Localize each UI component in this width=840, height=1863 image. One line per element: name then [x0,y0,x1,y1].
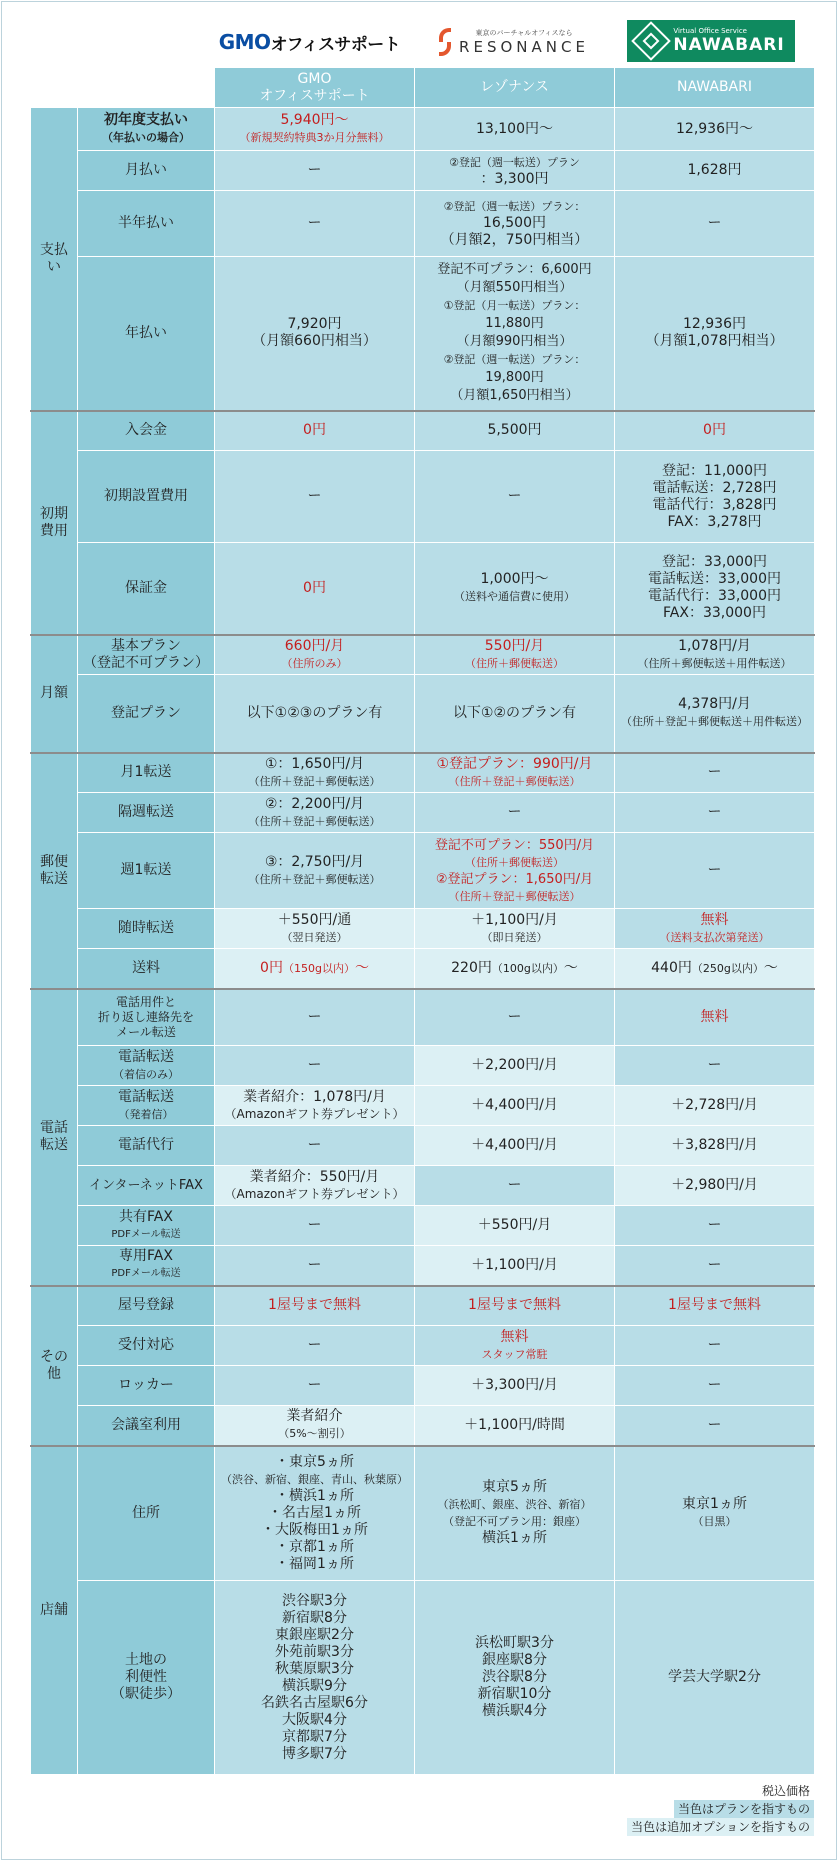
cell-res: ＋550円/月 [415,1206,615,1246]
cell-res: ＋4,400円/月 [415,1086,615,1126]
table-row [31,1581,815,1775]
cell-gmo: 業者紹介：550円/月 （Amazonギフト券プレゼント） [215,1166,415,1206]
cell-gmo: 業者紹介 （5%～割引） [215,1406,415,1446]
cell-gmo: 1屋号まで無料 [215,1286,415,1326]
cell-gmo: 7,920円 （月額660円相当） [215,257,415,411]
row-label: 送料 [78,949,215,989]
cell-nawa: ー [615,793,815,833]
row-label: 共有FAX PDFメール転送 [78,1206,215,1246]
cell-nawa: ＋2,728円/月 [615,1086,815,1126]
tax-note: 税込価格 [761,1784,810,1798]
cell-res: ー [415,451,615,543]
table-row [31,411,815,451]
cell-nawa: 登記：11,000円 電話転送：2,728円 電話代行：3,828円 FAX：3,278円 [615,451,815,543]
nawabari-logo-subtitle: Virtual Office Service [673,27,747,35]
cell-res: ②登記（週一転送）プラン： 16,500円 （月額2，750円相当） [415,191,615,257]
header-blank [31,68,215,108]
cell-res: ＋1,100円/月 （即日発送） [415,909,615,949]
row-label: 初年度支払い （年払いの場合） [78,108,215,151]
cell-gmo: ー [215,1126,415,1166]
row-label: インターネットFAX [78,1166,215,1206]
row-label: ロッカー [78,1366,215,1406]
table-row [31,833,815,909]
row-label: 会議室利用 [78,1406,215,1446]
cell-gmo: ー [215,1366,415,1406]
cell-res: 220円（100g以内）～ [415,949,615,989]
cell-nawa: 無料 （送料支払次第発送） [615,909,815,949]
row-label: 週1転送 [78,833,215,909]
category-monthly: 月額 [31,635,78,753]
cell-res: 1屋号まで無料 [415,1286,615,1326]
table-row [31,191,815,257]
cell-nawa: ー [615,1046,815,1086]
cell-nawa: 1,078円/月 （住所＋郵便転送＋用件転送） [615,635,815,675]
cell-gmo: ー [215,1246,415,1286]
resonance-logo-icon [437,26,453,58]
cell-nawa: 0円 [615,411,815,451]
category-mail: 郵便 転送 [31,753,78,989]
cell-res: 以下①②のプラン有 [415,675,615,753]
table-row [31,1286,815,1326]
row-label: 月払い [78,151,215,191]
header-gmo: GMO オフィスサポート [215,68,415,108]
resonance-logo-text: RESONANCE [459,38,589,56]
row-label: 電話用件と 折り返し連絡先を メール転送 [78,989,215,1046]
cell-nawa: ー [615,1366,815,1406]
table-row [31,543,815,635]
cell-res: 1,000円～ （送料や通信費に使用） [415,543,615,635]
cell-gmo: 業者紹介：1,078円/月 （Amazonギフト券プレゼント） [215,1086,415,1126]
row-label: 電話代行 [78,1126,215,1166]
cell-nawa: 1,628円 [615,151,815,191]
table-row [31,1206,815,1246]
cell-nawa: 東京1ヵ所 （目黒） [615,1446,815,1581]
header-nawabari: NAWABARI [615,68,815,108]
cell-nawa: ー [615,1326,815,1366]
category-initial: 初期 費用 [31,411,78,635]
row-label: 入会金 [78,411,215,451]
table-row [31,1406,815,1446]
table-row [31,1246,815,1286]
table-row [31,675,815,753]
cell-nawa: ー [615,753,815,793]
category-store: 店舗 [31,1446,78,1775]
table-row [31,909,815,949]
cell-nawa: 無料 [615,989,815,1046]
cell-nawa: ＋3,828円/月 [615,1126,815,1166]
cell-nawa: 12,936円 （月額1,078円相当） [615,257,815,411]
cell-gmo: ①：1,650円/月 （住所＋登記＋郵便転送） [215,753,415,793]
cell-nawa: 学芸大学駅2分 [615,1581,815,1775]
cell-res: ②登記（週一転送）プラン ：3,300円 [415,151,615,191]
table-row [31,949,815,989]
table-row [31,1326,815,1366]
cell-res: ＋1,100円/時間 [415,1406,615,1446]
gmo-logo-text: オフィスサポート [270,34,401,55]
cell-gmo: ・東京5ヵ所 （渋谷、新宿、銀座、青山、秋葉原） ・横浜1ヵ所 ・名古屋1ヵ所 ・大阪梅田1ヵ所 ・京都1ヵ所 ・福岡1ヵ所 [215,1446,415,1581]
cell-nawa: ー [615,1406,815,1446]
cell-gmo: ー [215,1046,415,1086]
cell-gmo: 5,940円～ （新規契約特典3か月分無料） [215,108,415,151]
cell-nawa: 登記：33,000円 電話転送：33,000円 電話代行：33,000円 FAX：33,000円 [615,543,815,635]
row-label: 月1転送 [78,753,215,793]
cell-gmo: ③：2,750円/月 （住所＋登記＋郵便転送） [215,833,415,909]
cell-res: ①登記プラン：990円/月 （住所＋登記＋郵便転送） [415,753,615,793]
cell-res: ＋1,100円/月 [415,1246,615,1286]
cell-res: 東京5ヵ所 （浜松町、銀座、渋谷、新宿） （登記不可プラン用：銀座） 横浜1ヵ所 [415,1446,615,1581]
table-row [31,151,815,191]
cell-res: 登記不可プラン：550円/月 （住所＋郵便転送） ②登記プラン：1,650円/月 （住所＋登記＋郵便転送） [415,833,615,909]
cell-nawa: ー [615,1246,815,1286]
cell-gmo: 渋谷駅3分 新宿駅8分 東銀座駅2分 外苑前駅3分 秋葉原駅3分 横浜駅9分 名鉄名古屋駅6分 大阪駅4分 京都駅7分 博多駅7分 [215,1581,415,1775]
resonance-logo [428,20,598,64]
cell-res: 浜松町駅3分 銀座駅8分 渋谷駅8分 新宿駅10分 横浜駅4分 [415,1581,615,1775]
table-row [31,989,815,1046]
cell-gmo: ②：2,200円/月 （住所＋登記＋郵便転送） [215,793,415,833]
table-row [31,1086,815,1126]
table-row [31,1046,815,1086]
table-row [31,1366,815,1406]
table-row [31,635,815,675]
nawabari-logo-text: NAWABARI [673,35,785,55]
row-label: 年払い [78,257,215,411]
cell-nawa: 440円（250g以内）～ [615,949,815,989]
row-label: 屋号登録 [78,1286,215,1326]
legend-option: 当色は追加オプションを指すもの [627,1818,814,1836]
table-row [31,108,815,151]
row-label: 基本プラン （登記不可プラン） [78,635,215,675]
gmo-logo [212,20,407,64]
cell-nawa: ー [615,191,815,257]
cell-res: ー [415,989,615,1046]
row-label: 初期設置費用 [78,451,215,543]
resonance-logo-tagline: 東京のバーチャルオフィスなら [475,29,573,37]
table-row [31,793,815,833]
cell-gmo: 660円/月 （住所のみ） [215,635,415,675]
cell-res: 5,500円 [415,411,615,451]
cell-res: 無料 スタッフ常駐 [415,1326,615,1366]
cell-res: ＋2,200円/月 [415,1046,615,1086]
row-label: 受付対応 [78,1326,215,1366]
row-label: 随時転送 [78,909,215,949]
cell-res: 13,100円～ [415,108,615,151]
cell-res: ー [415,793,615,833]
cell-gmo: ー [215,191,415,257]
cell-gmo: ー [215,989,415,1046]
cell-nawa: 1屋号まで無料 [615,1286,815,1326]
cell-nawa: ー [615,1206,815,1246]
row-label: 住所 [78,1446,215,1581]
cell-res: ＋3,300円/月 [415,1366,615,1406]
legend-plan: 当色はプランを指すもの [674,1800,814,1818]
header-row [31,68,815,108]
cell-nawa: 4,378円/月 （住所＋登記＋郵便転送＋用件転送） [615,675,815,753]
cell-gmo: ー [215,151,415,191]
cell-gmo: ＋550円/通 （翌日発送） [215,909,415,949]
row-label: 専用FAX PDFメール転送 [78,1246,215,1286]
row-label: 土地の 利便性 （駅徒歩） [78,1581,215,1775]
cell-res: 550円/月 （住所＋郵便転送） [415,635,615,675]
cell-gmo: ー [215,1206,415,1246]
table-row [31,1446,815,1581]
cell-res: ー [415,1166,615,1206]
row-label: 隔週転送 [78,793,215,833]
table-row [31,257,815,411]
cell-nawa: ＋2,980円/月 [615,1166,815,1206]
table-row [31,451,815,543]
table-row [31,1166,815,1206]
category-phone: 電話 転送 [31,989,78,1286]
cell-res: 登記不可プラン：6,600円 （月額550円相当） ①登記（月一転送）プラン： 11,880円 （月額990円相当） ②登記（週一転送）プラン： 19,800円 （月額1,650円相当） [415,257,615,411]
category-payment: 支払い [31,108,78,411]
cell-nawa: ー [615,833,815,909]
category-other: その 他 [31,1286,78,1446]
comparison-table [30,67,815,1775]
cell-res: ＋4,400円/月 [415,1126,615,1166]
row-label: 保証金 [78,543,215,635]
cell-gmo: 0円（150g以内）～ [215,949,415,989]
row-label: 電話転送 （発着信） [78,1086,215,1126]
cell-gmo: 0円 [215,543,415,635]
cell-nawa: 12,936円～ [615,108,815,151]
row-label: 電話転送 （着信のみ） [78,1046,215,1086]
gmo-logo-mark: GMO [218,30,271,54]
table-row [31,1126,815,1166]
nawabari-logo [627,20,795,62]
cell-gmo: 0円 [215,411,415,451]
cell-gmo: 以下①②③のプラン有 [215,675,415,753]
nawabari-logo-icon [632,21,672,61]
row-label: 半年払い [78,191,215,257]
table-row [31,753,815,793]
header-resonance: レゾナンス [415,68,615,108]
cell-gmo: ー [215,451,415,543]
row-label: 登記プラン [78,675,215,753]
cell-gmo: ー [215,1326,415,1366]
